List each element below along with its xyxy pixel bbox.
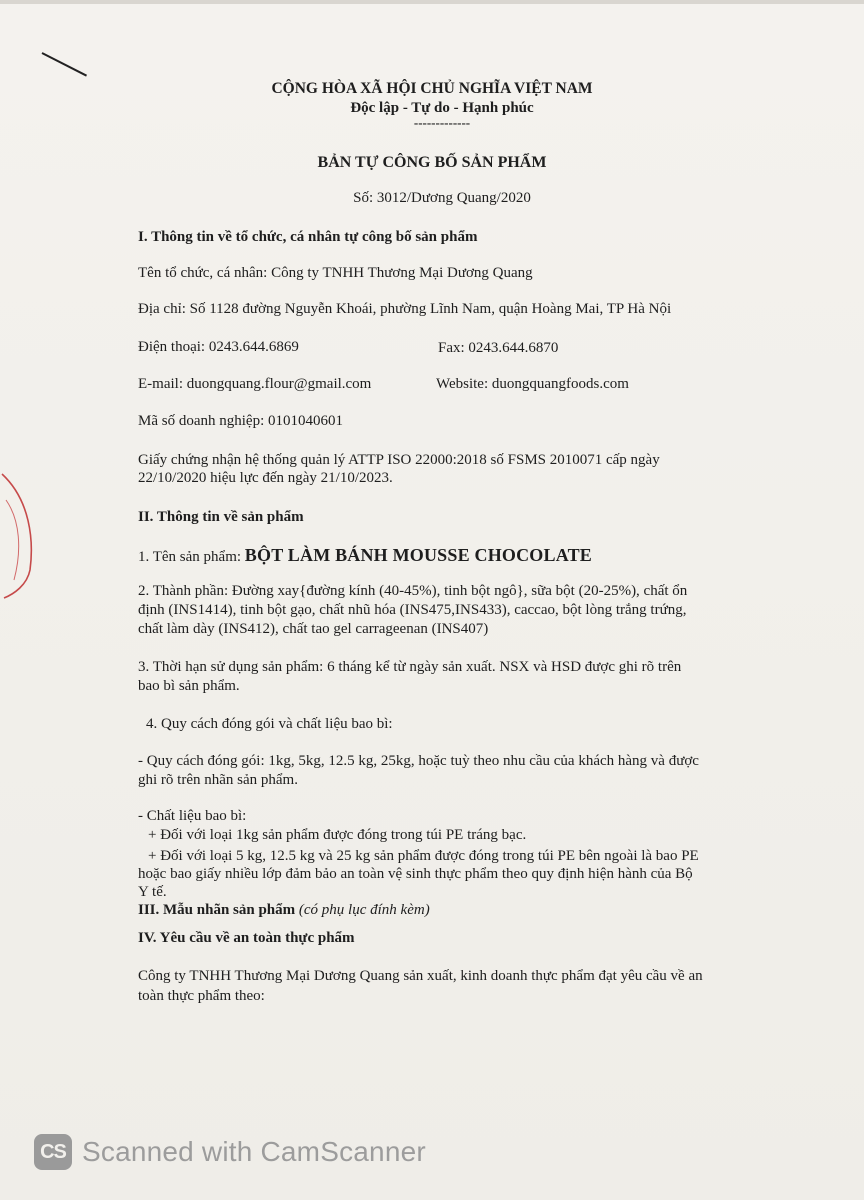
document-number: Số: 3012/Dương Quang/2020: [353, 190, 531, 206]
header-divider: -------------: [413, 115, 471, 130]
section-3-line: [138, 902, 430, 919]
website: Website: duongquangfoods.com: [436, 376, 629, 392]
certificate-line-2: 22/10/2020 hiệu lực đến ngày 21/10/2023.: [138, 470, 393, 486]
national-motto: Độc lập - Tự do - Hạnh phúc: [350, 100, 534, 116]
section-4-body-line: toàn thực phẩm theo:: [138, 988, 265, 1004]
material-line: + Đối với loại 1kg sản phẩm được đóng trong túi PE tráng bạc.: [148, 827, 527, 843]
ingredients-line: chất làm dày (INS412), chất tao gel carrageenan (INS407): [138, 621, 489, 637]
packaging-spec-line: ghi rõ trên nhãn sản phẩm.: [138, 772, 298, 788]
shelf-life-line: 3. Thời hạn sử dụng sản phẩm: 6 tháng kể từ ngày sản xuất. NSX và HSD được ghi rõ trên: [138, 659, 682, 675]
product-name-label: 1. Tên sản phẩm:: [138, 549, 245, 565]
shelf-life-line: bao bì sản phẩm.: [138, 678, 240, 694]
country-name: CỘNG HÒA XÃ HỘI CHỦ NGHĨA VIỆT NAM: [271, 80, 593, 97]
section-4-body-line: Công ty TNHH Thương Mại Dương Quang sản xuất, kinh doanh thực phẩm đạt yêu cầu về an: [138, 968, 703, 984]
camscanner-logo-icon: CS: [34, 1134, 72, 1170]
product-name: BỘT LÀM BÁNH MOUSSE CHOCOLATE: [244, 545, 592, 565]
red-stamp-edge: [0, 470, 40, 600]
phone-number: Điện thoại: 0243.644.6869: [138, 339, 299, 355]
page-top-edge: [0, 0, 864, 4]
document-title: BẢN TỰ CÔNG BỐ SẢN PHẨM: [317, 154, 547, 171]
packaging-heading: 4. Quy cách đóng gói và chất liệu bao bì:: [146, 716, 393, 732]
product-name-line: [138, 545, 592, 566]
camscanner-text: Scanned with CamScanner: [82, 1136, 426, 1167]
section-3-heading: III. Mẫu nhãn sản phẩm: [138, 902, 299, 918]
section-4-heading: IV. Yêu cầu về an toàn thực phẩm: [138, 930, 355, 946]
certificate-line-1: Giấy chứng nhận hệ thống quản lý ATTP ISO 22000:2018 số FSMS 2010071 cấp ngày: [138, 452, 660, 468]
email-address: E-mail: duongquang.flour@gmail.com: [138, 376, 372, 392]
org-address: Địa chỉ: Số 1128 đường Nguyễn Khoái, phường Lĩnh Nam, quận Hoàng Mai, TP Hà Nội: [138, 301, 672, 317]
packaging-spec-line: - Quy cách đóng gói: 1kg, 5kg, 12.5 kg, 25kg, hoặc tuỳ theo nhu cầu của khách hàng và được: [138, 753, 699, 769]
material-line: + Đối với loại 5 kg, 12.5 kg và 25 kg sản phẩm được đóng trong túi PE bên ngoài là bao PE: [148, 848, 699, 864]
org-name: Tên tổ chức, cá nhân: Công ty TNHH Thương Mại Dương Quang: [138, 265, 533, 281]
material-line: hoặc bao giấy nhiều lớp đảm bảo an toàn vệ sinh thực phẩm theo quy định hiện hành của Bộ: [138, 866, 693, 882]
tax-code: Mã số doanh nghiệp: 0101040601: [138, 413, 343, 429]
fax-number: Fax: 0243.644.6870: [438, 340, 559, 356]
material-line: Y tế.: [138, 884, 167, 900]
ingredients-line: định (INS1414), tinh bột gạo, chất nhũ hóa (INS475,INS433), caccao, bột lòng trắng trứng,: [138, 602, 687, 618]
pen-stroke-mark: [42, 52, 87, 76]
section-2-heading: II. Thông tin về sản phẩm: [138, 509, 304, 525]
material-heading: - Chất liệu bao bì:: [138, 808, 247, 824]
section-1-heading: I. Thông tin về tổ chức, cá nhân tự công bố sản phẩm: [138, 229, 478, 245]
section-3-note: (có phụ lục đính kèm): [298, 902, 430, 918]
camscanner-watermark: [34, 1132, 426, 1172]
ingredients-line: 2. Thành phần: Đường xay{đường kính (40-45%), tinh bột ngô}, sữa bột (20-25%), chất ổn: [138, 583, 688, 599]
